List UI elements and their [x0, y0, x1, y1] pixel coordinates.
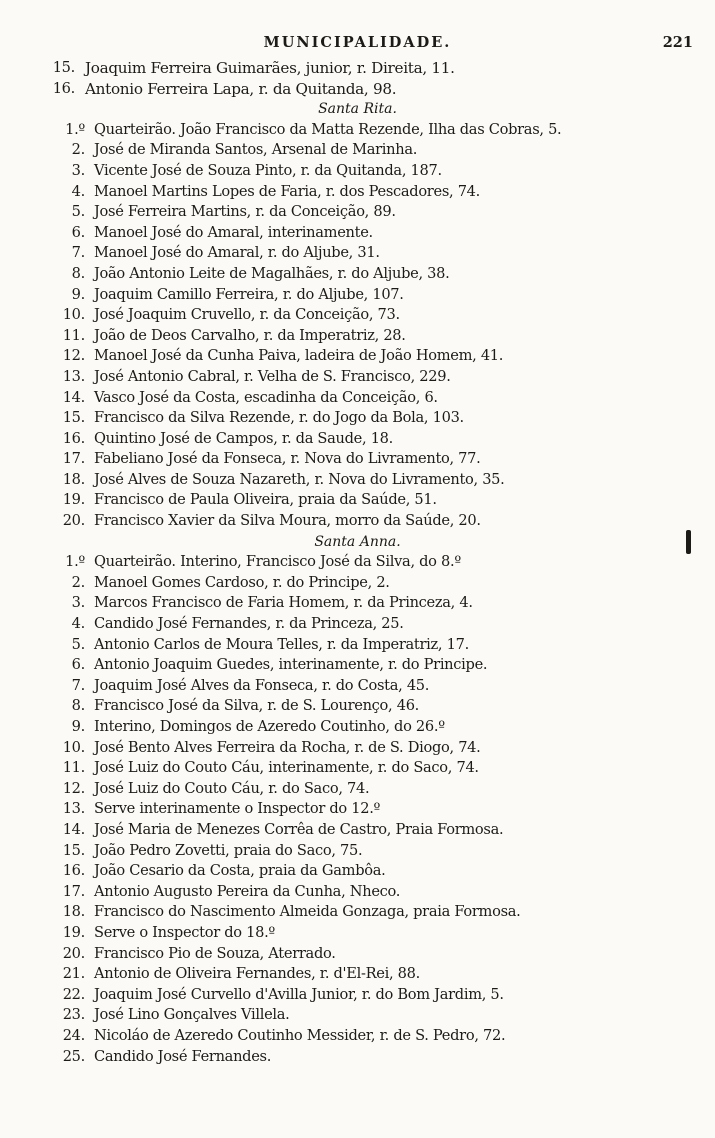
entry-number: 19.: [62, 923, 85, 941]
list-item: [0, 305, 715, 326]
list-item: [0, 964, 715, 985]
entry-text: Antonio Augusto Pereira da Cunha, Nheco.: [94, 882, 401, 900]
list-item: [0, 861, 715, 882]
entry-text: João Cesario da Costa, praia da Gambôa.: [94, 862, 386, 880]
entry-text: Joaquim José Curvello d'Avilla Junior, r. do Bom Jardim, 5.: [94, 985, 504, 1003]
entry-number: 2.: [71, 573, 85, 591]
section-heading: Santa Anna.: [314, 533, 401, 550]
entry-text: José Joaquim Cruvello, r. da Conceição, 73.: [94, 306, 400, 324]
entry-text: Francisco da Silva Rezende, r. do Jogo da Bola, 103.: [94, 409, 464, 427]
entry-number: 21.: [62, 965, 85, 983]
entry-text: Joaquim José Alves da Fonseca, r. do Costa, 45.: [94, 676, 430, 694]
list-item: [0, 758, 715, 779]
list-item: [0, 223, 715, 244]
entry-number: 17.: [62, 450, 85, 468]
directory-list: [0, 58, 715, 1067]
list-item: [0, 1047, 715, 1068]
list-item: [0, 882, 715, 903]
entry-text: José Alves de Souza Nazareth, r. Nova do Livramento, 35.: [94, 470, 505, 488]
entry-text: Candido José Fernandes, r. da Princeza, 25.: [94, 615, 404, 633]
entry-number: 14.: [62, 820, 85, 838]
entry-text: Manoel José do Amaral, interinamente.: [94, 223, 373, 241]
entry-number: 4.: [71, 182, 85, 200]
entry-number: 20.: [62, 944, 85, 962]
entry-text: Nicoláo de Azeredo Coutinho Messider, r. de S. Pedro, 72.: [94, 1026, 506, 1044]
list-item: [0, 490, 715, 511]
entry-number: 7.: [71, 244, 85, 262]
entry-text: José Antonio Cabral, r. Velha de S. Francisco, 229.: [94, 367, 451, 385]
entry-number: 25.: [62, 1047, 85, 1065]
entry-text: Manoel José da Cunha Paiva, ladeira de João Homem, 41.: [94, 347, 504, 365]
entry-number: 15.: [52, 59, 75, 76]
running-title: MUNICIPALIDADE.: [263, 34, 452, 51]
entry-number: 7.: [71, 676, 85, 694]
entry-text: João Antonio Leite de Magalhães, r. do Aljube, 38.: [94, 264, 450, 282]
entry-number: 4.: [71, 615, 85, 633]
entry-number: 16.: [62, 862, 85, 880]
entry-text: Joaquim Camillo Ferreira, r. do Aljube, 107.: [94, 285, 404, 303]
list-item: [0, 243, 715, 264]
entry-text: José Lino Gonçalves Villela.: [94, 1006, 290, 1024]
list-item: [0, 738, 715, 759]
entry-number: 3.: [71, 594, 85, 612]
entry-number: 6.: [71, 656, 85, 674]
entry-number: 9.: [71, 718, 85, 735]
margin-mark: [686, 530, 691, 554]
entry-number: 8.: [71, 264, 85, 282]
list-item: [0, 408, 715, 429]
list-item: [0, 717, 715, 738]
list-item: [0, 449, 715, 470]
entry-number: 10.: [62, 738, 85, 756]
entry-text: Marcos Francisco de Faria Homem, r. da Princeza, 4.: [94, 594, 473, 612]
entry-text: José Bento Alves Ferreira da Rocha, r. de S. Diogo, 74.: [94, 738, 481, 756]
list-item: [0, 655, 715, 676]
entry-number: 6.: [71, 223, 85, 241]
list-item: [0, 573, 715, 594]
entry-text: Antonio Ferreira Lapa, r. da Quitanda, 98.: [85, 79, 397, 98]
entry-number: 12.: [62, 347, 85, 365]
list-item: [0, 140, 715, 161]
entry-number: 5.: [71, 203, 85, 221]
entry-text: Vasco José da Costa, escadinha da Conceição, 6.: [94, 388, 438, 406]
entry-text: Fabeliano José da Fonseca, r. Nova do Livramento, 77.: [94, 450, 481, 468]
entry-text: Antonio Carlos de Moura Telles, r. da Imperatriz, 17.: [94, 635, 469, 653]
page-number: 221: [662, 34, 693, 51]
entry-text: Interino, Domingos de Azeredo Coutinho, do 26.º: [94, 718, 445, 735]
entry-number: 9.: [71, 285, 85, 303]
entry-number: 15.: [62, 841, 85, 859]
list-item: [0, 635, 715, 656]
entry-number: 22.: [62, 985, 85, 1003]
entry-number: 15.: [62, 409, 85, 427]
entry-number: 1.º: [65, 120, 85, 138]
entry-number: 10.: [62, 306, 85, 324]
entry-number: 23.: [62, 1006, 85, 1024]
list-item: [0, 1026, 715, 1047]
entry-text: Francisco de Paula Oliveira, praia da Saúde, 51.: [94, 491, 437, 509]
entry-text: João Pedro Zovetti, praia do Saco, 75.: [94, 841, 363, 859]
entry-text: Serve interinamente o Inspector do 12.º: [94, 800, 381, 818]
entry-text: Francisco José da Silva, r. de S. Lourenço, 46.: [94, 697, 420, 715]
list-item: [0, 614, 715, 635]
entry-number: 13.: [62, 800, 85, 818]
list-item: [0, 841, 715, 862]
entry-text: Francisco Pio de Souza, Aterrado.: [94, 944, 336, 962]
entry-number: 24.: [62, 1026, 85, 1044]
list-item: [0, 120, 715, 141]
entry-number: 8.: [71, 697, 85, 715]
list-item: [0, 202, 715, 223]
entry-text: Quintino José de Campos, r. da Saude, 18.: [94, 429, 393, 447]
list-item: [0, 264, 715, 285]
page-header: [0, 34, 715, 56]
entry-number: 18.: [62, 470, 85, 488]
list-item: [0, 923, 715, 944]
entry-number: 12.: [62, 779, 85, 797]
section-heading: Santa Rita.: [318, 101, 397, 118]
entry-text: José Maria de Menezes Corrêa de Castro, Praia Formosa.: [94, 820, 504, 838]
entry-number: 14.: [62, 388, 85, 406]
entry-text: Candido José Fernandes.: [94, 1047, 272, 1065]
entry-text: Antonio Joaquim Guedes, interinamente, r. do Principe.: [94, 656, 488, 674]
list-item: [0, 511, 715, 532]
entry-text: Joaquim Ferreira Guimarães, junior, r. Direita, 11.: [85, 59, 455, 77]
list-item: [0, 429, 715, 450]
entry-number: 5.: [71, 635, 85, 653]
list-item: [0, 79, 715, 100]
entry-text: João de Deos Carvalho, r. da Imperatriz, 28.: [94, 326, 406, 344]
list-item: [0, 902, 715, 923]
list-item: [0, 161, 715, 182]
entry-number: 1.º: [65, 553, 85, 571]
list-item: [0, 346, 715, 367]
entry-text: Francisco Xavier da Silva Moura, morro da Saúde, 20.: [94, 512, 481, 530]
entry-number: 3.: [71, 161, 85, 179]
list-item: [0, 985, 715, 1006]
list-item: [0, 593, 715, 614]
entry-text: José Luiz do Couto Cáu, r. do Saco, 74.: [94, 779, 370, 797]
list-item: [0, 552, 715, 573]
entry-number: 11.: [62, 326, 85, 344]
list-item: [0, 326, 715, 347]
entry-number: 13.: [62, 367, 85, 385]
entry-text: Serve o Inspector do 18.º: [94, 923, 275, 941]
entry-number: 2.: [71, 141, 85, 159]
entry-number: 16.: [62, 429, 85, 447]
list-item: [0, 696, 715, 717]
entry-text: José de Miranda Santos, Arsenal de Marinha.: [94, 141, 418, 159]
list-item: [0, 944, 715, 965]
list-item: [0, 367, 715, 388]
entry-number: 18.: [62, 903, 85, 921]
list-item: [0, 182, 715, 203]
entry-text: José Luiz do Couto Cáu, interinamente, r. do Saco, 74.: [94, 759, 479, 777]
list-item: [0, 388, 715, 409]
entry-text: Quarteirão. João Francisco da Matta Rezende, Ilha das Cobras, 5.: [94, 120, 562, 138]
entry-text: Quarteirão. Interino, Francisco José da Silva, do 8.º: [94, 553, 461, 571]
entry-text: Manoel Gomes Cardoso, r. do Principe, 2.: [94, 573, 390, 591]
entry-text: Antonio de Oliveira Fernandes, r. d'El-Rei, 88.: [94, 965, 420, 983]
list-item: [0, 676, 715, 697]
list-item: [0, 779, 715, 800]
list-item: [0, 470, 715, 491]
entry-text: Manoel Martins Lopes de Faria, r. dos Pescadores, 74.: [94, 182, 480, 200]
entry-text: Manoel José do Amaral, r. do Aljube, 31.: [94, 244, 380, 262]
list-item: [0, 820, 715, 841]
list-item: [0, 58, 715, 79]
list-item: [0, 1005, 715, 1026]
entry-number: 19.: [62, 491, 85, 509]
list-item: [0, 799, 715, 820]
entry-number: 16.: [52, 79, 75, 97]
entry-number: 20.: [62, 512, 85, 530]
entry-text: José Ferreira Martins, r. da Conceição, 89.: [94, 203, 396, 221]
entry-number: 17.: [62, 882, 85, 900]
entry-text: Francisco do Nascimento Almeida Gonzaga, praia Formosa.: [94, 903, 521, 921]
entry-number: 11.: [62, 759, 85, 777]
list-item: [0, 285, 715, 306]
entry-text: Vicente José de Souza Pinto, r. da Quitanda, 187.: [94, 161, 442, 179]
